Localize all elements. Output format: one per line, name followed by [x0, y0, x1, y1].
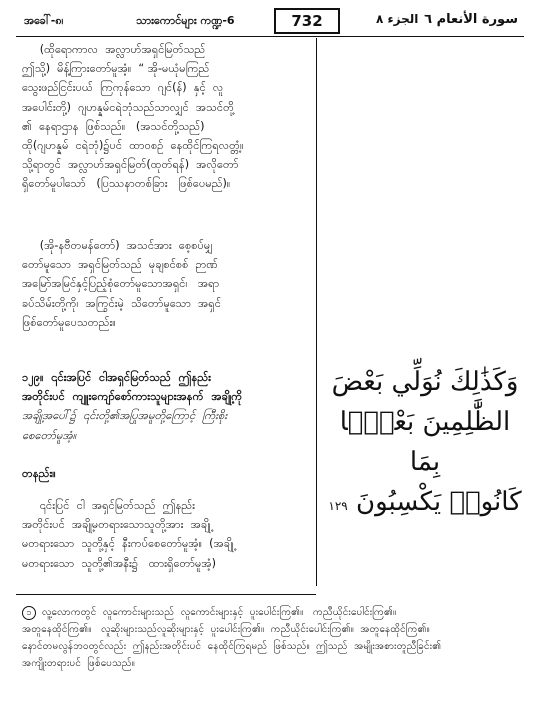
- header-juz: الجزء ٨: [376, 12, 419, 26]
- text-line: အတူနေထိုင်ကြ၏။ လူဆိုးများသည်လူဆိုးများနှင့် ပူးပေါင်းကြ၏။ ကညီယိုင်းပေါင်းကြ၏။ အတူနေထိုင်ကြ၏။: [22, 624, 430, 635]
- footnote-line-1: [22, 604, 524, 621]
- text-line: ခပ်သိမ်းတို့ကို၊ အကြွင်းမဲ့ သိတော်မူသော အရှင်: [22, 296, 221, 310]
- translation-block-4: [22, 496, 310, 573]
- text-line: တော်မူသော အရှင်မြတ်သည် မုချစင်စစ် ဉာဏ်: [22, 258, 218, 272]
- text-line: ဤသို့) မိန့်ကြားတော်မူအံ့။ “ အို-မယုံမကြည်: [22, 62, 210, 76]
- text-line: ထို(ဂျဟန္နမ် ငရဲဘုံ)၌ပင် ထာဝစဉ် နေထိုင်ကြရလတ္တံ့။: [22, 139, 244, 153]
- text-line: ၏ နေရာဌာန ဖြစ်သည်။ (အသင်တို့သည်): [22, 119, 205, 133]
- text-line: မတရားသော သူတို့နှင့် နီးကပ်စေတော်မူအံ့။ (အချို့: [22, 537, 234, 551]
- footnote-rule: [16, 594, 316, 595]
- text-line: အတိုင်းပင် ကျူးကျော်စော်ကားသူများအနက် အချို့ကို: [22, 390, 243, 404]
- text-line: လူ့လောကတွင် လူကောင်းများသည် လူကောင်းများနှင့် ပူးပေါင်းကြ၏။ ကညီယိုင်းပေါင်းကြ၏။: [42, 607, 397, 618]
- text-line: ၎င်းပြင် ငါ အရှင်မြတ်သည် ဤနည်း: [22, 499, 196, 512]
- text-line: ၁၂၉။ ၎င်းအပြင် ငါအရှင်မြတ်သည် ဤနည်း: [22, 371, 212, 384]
- arabic-line: كَانُوا۟ يَكْسِبُونَ: [356, 487, 522, 517]
- verse-translation: [22, 368, 310, 445]
- header-rule: [16, 36, 524, 37]
- text-line: (အို-နဗီတမန်တော်) အသင်အား စေ့စပ်မျှ: [22, 239, 213, 252]
- translation-block-1: [22, 40, 310, 194]
- arabic-verse: [326, 362, 524, 526]
- text-line: အတိုင်းပင် အချို့မတရားသောသူတို့အား အချို့: [22, 518, 211, 532]
- header-section-title: သားကောင်များ ကဏ္ဍ-6: [136, 14, 235, 27]
- heading-text: တနည်း။: [22, 467, 56, 480]
- text-line: အပေါင်းတို့) ဂျဟန္နမ်ငရဲဘုံသည်သာလျှင် အသင်တို့: [22, 100, 234, 114]
- page-number: 732: [274, 8, 340, 34]
- arabic-line-last: [326, 482, 524, 526]
- text-line: ဖြစ်တော်မူပေသတည်း။: [22, 315, 116, 329]
- text-line: ရှိတော်မူပါသော် (ပြဿနာတစ်ခြား ဖြစ်ပေမည်)။: [22, 177, 231, 191]
- text-line: နောင်တမလွန်ဘဝတွင်လည်း ဤနည်းအတိုင်းပင် နေထိုင်ကြရမည် ဖြစ်သည်။ ဤသည် အမျိုးအစားတူညီခြင်း၏: [22, 641, 442, 652]
- alternate-heading: [22, 464, 310, 483]
- ayah-number: ١٢٩: [328, 499, 348, 513]
- header-chapter-label: အခေါ်-၈၊: [24, 14, 64, 27]
- page-header: [16, 8, 524, 34]
- text-line: အကျိုးတရားပင် ဖြစ်ပေသည်။: [22, 658, 135, 669]
- translation-block-2: [22, 236, 310, 332]
- arabic-line: الظَّٰلِمِينَ بَعْضًۢا بِمَا: [339, 407, 511, 477]
- text-line: စေတော်မူအံ့။: [22, 428, 76, 442]
- footnote: [22, 604, 524, 672]
- arabic-line: وَكَذَٰلِكَ نُوَلِّي بَعْضَ: [331, 367, 519, 397]
- text-line: (ထိုရောကာလ အလ္လာဟ်အရှင်မြတ်သည်: [22, 43, 206, 56]
- text-line: သို့ရာတွင် အလ္လာဟ်အရှင်မြတ်(ထုတ်ရန်) အလိုတော်: [22, 158, 239, 172]
- text-line: အမြော်အမြင်နှင့်ပြည့်စုံတော်မူသောအရှင်၊ အရာ: [22, 277, 220, 291]
- text-line: အချို့အပေါ်၌ ၎င်းတို့၏အပြုအမူတို့ကြောင့် ကြီးစိုး: [22, 409, 228, 423]
- header-surah: سورة الأنعام ٦: [424, 12, 518, 27]
- text-line: သွေးဖည်ငြင်းပယ် ကြကုန်သော ဂျင်(န်) နှင့် လူ: [22, 81, 224, 95]
- footnote-marker: ၁: [22, 606, 36, 620]
- column-divider: [316, 38, 317, 586]
- text-line: မတရားသော သူတို့၏အနီး၌ ထားရှိတော်မူအံ့): [22, 556, 217, 570]
